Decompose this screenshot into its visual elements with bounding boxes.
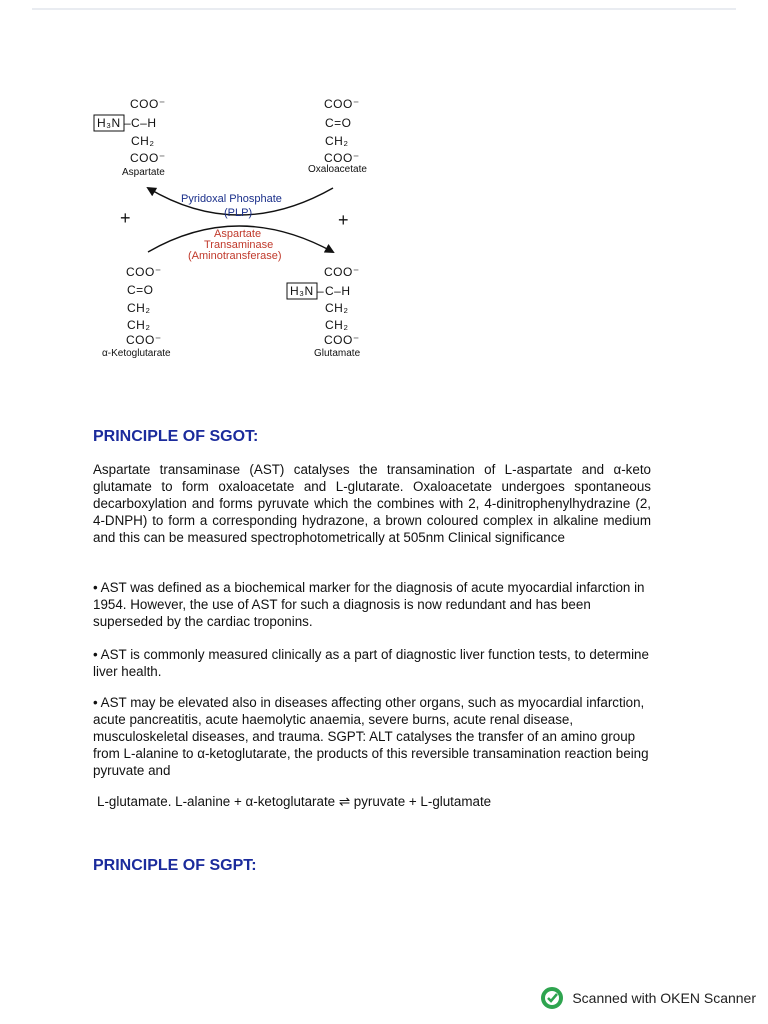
svg-text:COO⁻: COO⁻ bbox=[130, 97, 166, 111]
enzyme-alias: (Aminotransferase) bbox=[188, 250, 282, 262]
bullet-item: • AST may be elevated also in diseases affecting other organs, such as myocardial infarction, acute pancreatitis, acute haemolytic anaemia, severe burns, acute renal disease, musculoskeletal diseases, and trauma. SGPT: ALT catalyses the transfer of an amino group from L-alanine to α-ketoglutarate, the products of this reversible transamination reaction being pyruvate and bbox=[93, 695, 649, 778]
svg-text:C–H: C–H bbox=[325, 284, 351, 298]
plus-right: + bbox=[338, 210, 349, 230]
bullet-item: • AST was defined as a biochemical marker for the diagnosis of acute myocardial infarction in 1954. However, the use of AST for such a diagnosis is now redundant and has been superseded by the cardiac troponins. bbox=[93, 580, 645, 629]
heading-sgot: PRINCIPLE OF SGOT: bbox=[93, 428, 259, 445]
svg-text:COO⁻: COO⁻ bbox=[324, 151, 360, 165]
svg-text:CH₂: CH₂ bbox=[131, 134, 155, 148]
aspartate-molecule bbox=[94, 97, 166, 178]
svg-text:COO⁻: COO⁻ bbox=[126, 265, 162, 279]
svg-text:COO⁻: COO⁻ bbox=[324, 333, 360, 347]
transamination-diagram bbox=[88, 92, 388, 364]
plus-left: + bbox=[120, 208, 131, 228]
svg-text:α-Ketoglutarate: α-Ketoglutarate bbox=[102, 348, 171, 359]
svg-text:Oxaloacetate: Oxaloacetate bbox=[308, 164, 367, 175]
svg-text:COO⁻: COO⁻ bbox=[324, 265, 360, 279]
svg-text:–: – bbox=[124, 116, 132, 130]
svg-text:CH₂: CH₂ bbox=[325, 134, 349, 148]
svg-text:Glutamate: Glutamate bbox=[314, 348, 361, 359]
svg-text:H₃N: H₃N bbox=[97, 116, 121, 130]
svg-text:COO⁻: COO⁻ bbox=[126, 333, 162, 347]
enzyme-label: Aspartate bbox=[214, 228, 262, 240]
scanner-logo-icon bbox=[540, 986, 564, 1010]
reaction-equation: L-glutamate. L-alanine + α-ketoglutarate ⇌ pyruvate + L-glutamate bbox=[97, 794, 492, 809]
scanner-watermark bbox=[540, 986, 756, 1010]
enzyme-name: Transaminase bbox=[204, 239, 274, 251]
bullet-item: • AST is commonly measured clinically as a part of diagnostic liver function tests, to determine liver health. bbox=[93, 647, 649, 679]
top-rule bbox=[32, 8, 736, 10]
svg-text:–: – bbox=[317, 284, 325, 298]
svg-text:Aspartate: Aspartate bbox=[122, 167, 165, 178]
svg-text:C=O: C=O bbox=[325, 116, 352, 130]
oxaloacetate-molecule bbox=[308, 97, 367, 175]
svg-text:COO⁻: COO⁻ bbox=[130, 151, 166, 165]
heading-sgpt: PRINCIPLE OF SGPT: bbox=[93, 857, 257, 874]
svg-text:CH₂: CH₂ bbox=[325, 301, 349, 315]
cofactor-label: Pyridoxal Phosphate bbox=[181, 193, 282, 205]
svg-text:COO⁻: COO⁻ bbox=[324, 97, 360, 111]
svg-text:C=O: C=O bbox=[127, 283, 154, 297]
glutamate-molecule bbox=[287, 265, 361, 359]
ketoglutarate-molecule bbox=[102, 265, 171, 359]
paragraph-sgot: Aspartate transaminase (AST) catalyses the transamination of L-aspartate and α-keto glutamate to form oxaloacetate and L-glutarate. Oxaloacetate undergoes spontaneous decarboxylation and forms pyruvate which the combines with 2, 4-dinitrophenylhydrazine (2, 4-DNPH) to form a corresponding hydrazone, a brown coloured complex in alkaline medium and this can be measured spectrophotometrically at 505nm Clinical significance bbox=[93, 462, 651, 545]
svg-text:C–H: C–H bbox=[131, 116, 157, 130]
watermark-text: Scanned with OKEN Scanner bbox=[572, 990, 756, 1006]
svg-text:CH₂: CH₂ bbox=[325, 318, 349, 332]
svg-text:CH₂: CH₂ bbox=[127, 318, 151, 332]
cofactor-abbrev: (PLP) bbox=[224, 207, 253, 219]
svg-text:H₃N: H₃N bbox=[290, 284, 314, 298]
svg-text:CH₂: CH₂ bbox=[127, 301, 151, 315]
